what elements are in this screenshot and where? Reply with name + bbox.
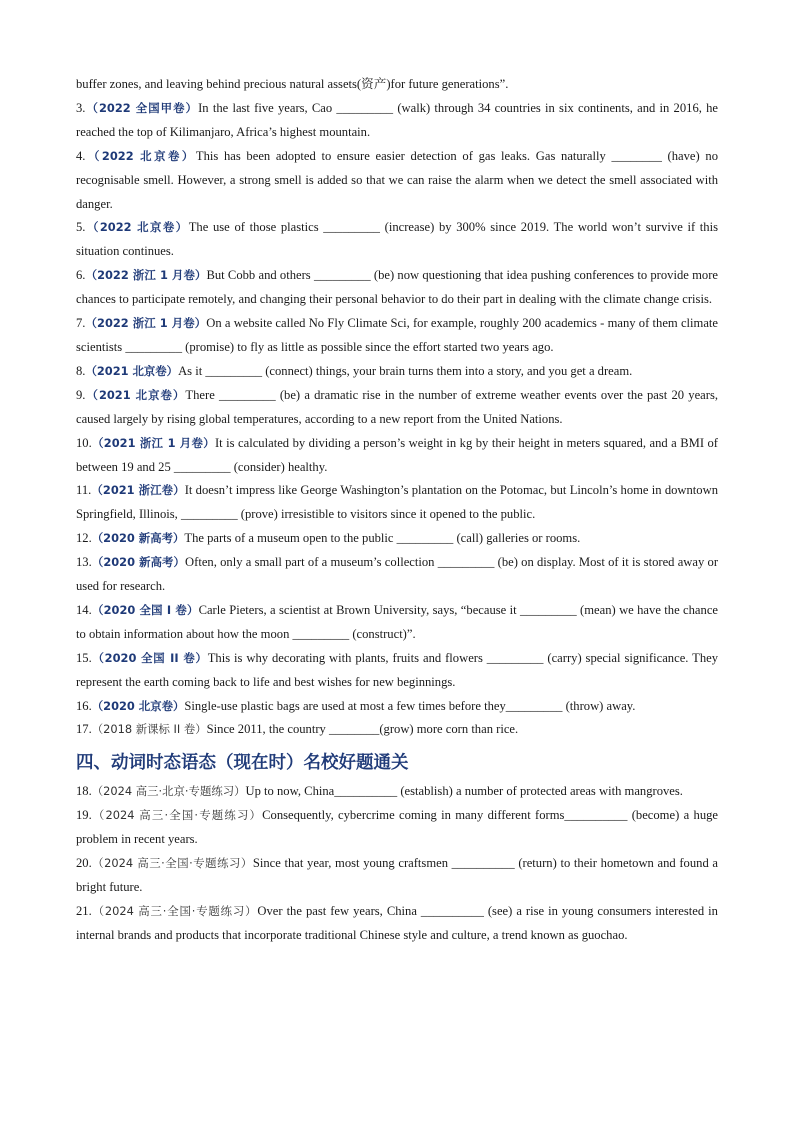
question-14 xyxy=(76,599,718,647)
question-3 xyxy=(76,97,718,145)
question-source: （2020 新高考） xyxy=(91,555,186,570)
question-number: 10. xyxy=(76,435,92,450)
question-16 xyxy=(76,695,718,719)
question-text: Up to now, China__________ (establish) a number of protected areas with mangroves. xyxy=(245,784,683,799)
question-source: （2021 北京卷） xyxy=(85,387,186,402)
question-17 xyxy=(76,718,718,742)
question-number: 11. xyxy=(76,483,92,498)
question-20 xyxy=(76,852,718,900)
question-source: （2020 全国 II 卷） xyxy=(91,650,208,665)
question-source: （2024 高三·全国·专题练习） xyxy=(91,903,258,918)
question-text: In the last five years, Cao _________ (walk) through 34 countries in six continents, and in 2016, he reached the top of Kilimanjaro, Africa’s highest mountain. xyxy=(76,100,719,139)
question-source: （2021 浙江卷） xyxy=(91,483,185,498)
question-text: It is calculated by dividing a person’s weight in kg by their height in meters squared, and a BMI of between 19 and 25 _________ (consider) healthy. xyxy=(76,435,718,474)
question-5 xyxy=(76,216,718,264)
question-source: （2022 北京卷） xyxy=(85,148,196,163)
question-13 xyxy=(76,551,718,599)
question-source: （2022 浙江 1 月卷） xyxy=(85,268,207,283)
question-number: 3. xyxy=(76,100,86,115)
question-text: This has been adopted to ensure easier detection of gas leaks. Gas naturally ________ (have) no recognisable smell. However, a strong smell is added so that we can raise the alarm when we detect the smell associated with danger. xyxy=(76,148,718,211)
question-number: 6. xyxy=(76,268,86,283)
question-15 xyxy=(76,647,718,695)
question-number: 20. xyxy=(76,856,92,871)
question-12 xyxy=(76,527,718,551)
question-text: This is why decorating with plants, fruits and flowers _________ (carry) special significance. They represent the earth coming back to life and best wishes for new beginnings. xyxy=(76,650,719,689)
question-number: 4. xyxy=(76,148,86,163)
question-text: Since 2011, the country ________(grow) more corn than rice. xyxy=(206,722,519,737)
question-number: 17. xyxy=(76,722,92,737)
question-source: （2022 浙江 1 月卷） xyxy=(85,316,207,331)
question-source: （2022 全国甲卷） xyxy=(85,100,199,115)
question-source: （2021 北京卷） xyxy=(85,363,179,378)
question-11 xyxy=(76,479,718,527)
question-source: （2020 全国 I 卷） xyxy=(91,602,199,617)
question-source: （2021 浙江 1 月卷） xyxy=(91,435,215,450)
question-10 xyxy=(76,432,718,480)
question-source: （2020 新高考） xyxy=(91,531,185,546)
question-text: There _________ (be) a dramatic rise in the number of extreme weather events over the past 20 years, caused largely by rising global temperatures, according to a new report from the United Nations. xyxy=(76,387,718,426)
question-number: 18. xyxy=(76,784,92,799)
question-21 xyxy=(76,900,718,948)
question-number: 14. xyxy=(76,602,92,617)
question-4 xyxy=(76,145,718,217)
question-text: It doesn’t impress like George Washington’s plantation on the Potomac, but Lincoln’s home in downtown Springfield, Illinois, _________ (prove) irresistible to visitors since it opened to the public. xyxy=(76,483,718,522)
question-8 xyxy=(76,360,718,384)
question-number: 9. xyxy=(76,387,86,402)
question-text: Over the past few years, China __________ (see) a rise in young consumers interested in internal brands and products that incorporate traditional Chinese style and culture, a trend known as guochao. xyxy=(76,903,718,942)
question-text: On a website called No Fly Climate Sci, for example, roughly 200 academics - many of them climate scientists _________ (promise) to fly as little as possible since the effort started two years ago. xyxy=(76,316,719,354)
section-heading: 四、动词时态语态（现在时）名校好题通关 xyxy=(76,753,409,774)
question-text: The parts of a museum open to the public _________ (call) galleries or rooms. xyxy=(184,531,581,546)
question-number: 15. xyxy=(76,650,92,665)
question-number: 7. xyxy=(76,316,86,331)
question-source: （2018 新课标 II 卷） xyxy=(91,722,207,737)
question-text: Consequently, cybercrime coming in many different forms__________ (become) a huge problem in recent years. xyxy=(76,808,719,847)
question-text: Single-use plastic bags are used at most a few times before they_________ (throw) away. xyxy=(184,698,636,713)
question-text: Carle Pieters, a scientist at Brown University, says, “because it _________ (mean) we have the chance to obtain information about how the moon _________ (construct)”. xyxy=(76,602,718,641)
question-number: 21. xyxy=(76,903,92,918)
question-number: 8. xyxy=(76,363,86,378)
question-source: （2020 北京卷） xyxy=(91,698,185,713)
continued-text: buffer zones, and leaving behind precious natural assets(资产)for future generations”. xyxy=(76,77,509,91)
question-7 xyxy=(76,312,718,360)
question-source: （2022 北京卷） xyxy=(85,220,189,235)
question-number: 13. xyxy=(76,555,92,570)
question-number: 16. xyxy=(76,698,92,713)
question-text: But Cobb and others _________ (be) now questioning that idea pushing conferences to provide more chances to participate remotely, and changing their personal behavior to do their part in dealing with the climate change crisis. xyxy=(76,268,718,307)
question-number: 5. xyxy=(76,220,86,235)
question-source: （2024 高三·全国·专题练习） xyxy=(91,856,253,871)
question-text: Often, only a small part of a museum’s collection _________ (be) on display. Most of it is stored away or used for research. xyxy=(76,555,719,594)
question-19 xyxy=(76,804,718,852)
question-source: （2024 高三·北京·专题练习） xyxy=(91,784,246,799)
question-6 xyxy=(76,264,718,312)
question-9 xyxy=(76,384,718,432)
question-text: As it _________ (connect) things, your brain turns them into a story, and you get a dream. xyxy=(178,363,633,378)
exercise-content xyxy=(76,73,718,948)
question-text: Since that year, most young craftsmen __________ (return) to their hometown and found a bright future. xyxy=(76,856,719,894)
question-18 xyxy=(76,780,718,804)
question-source: （2024 高三·全国·专题练习） xyxy=(91,808,263,823)
question-number: 12. xyxy=(76,531,92,546)
question-number: 19. xyxy=(76,808,92,823)
question-text: The use of those plastics _________ (increase) by 300% since 2019. The world won’t survive if this situation continues. xyxy=(76,220,719,259)
